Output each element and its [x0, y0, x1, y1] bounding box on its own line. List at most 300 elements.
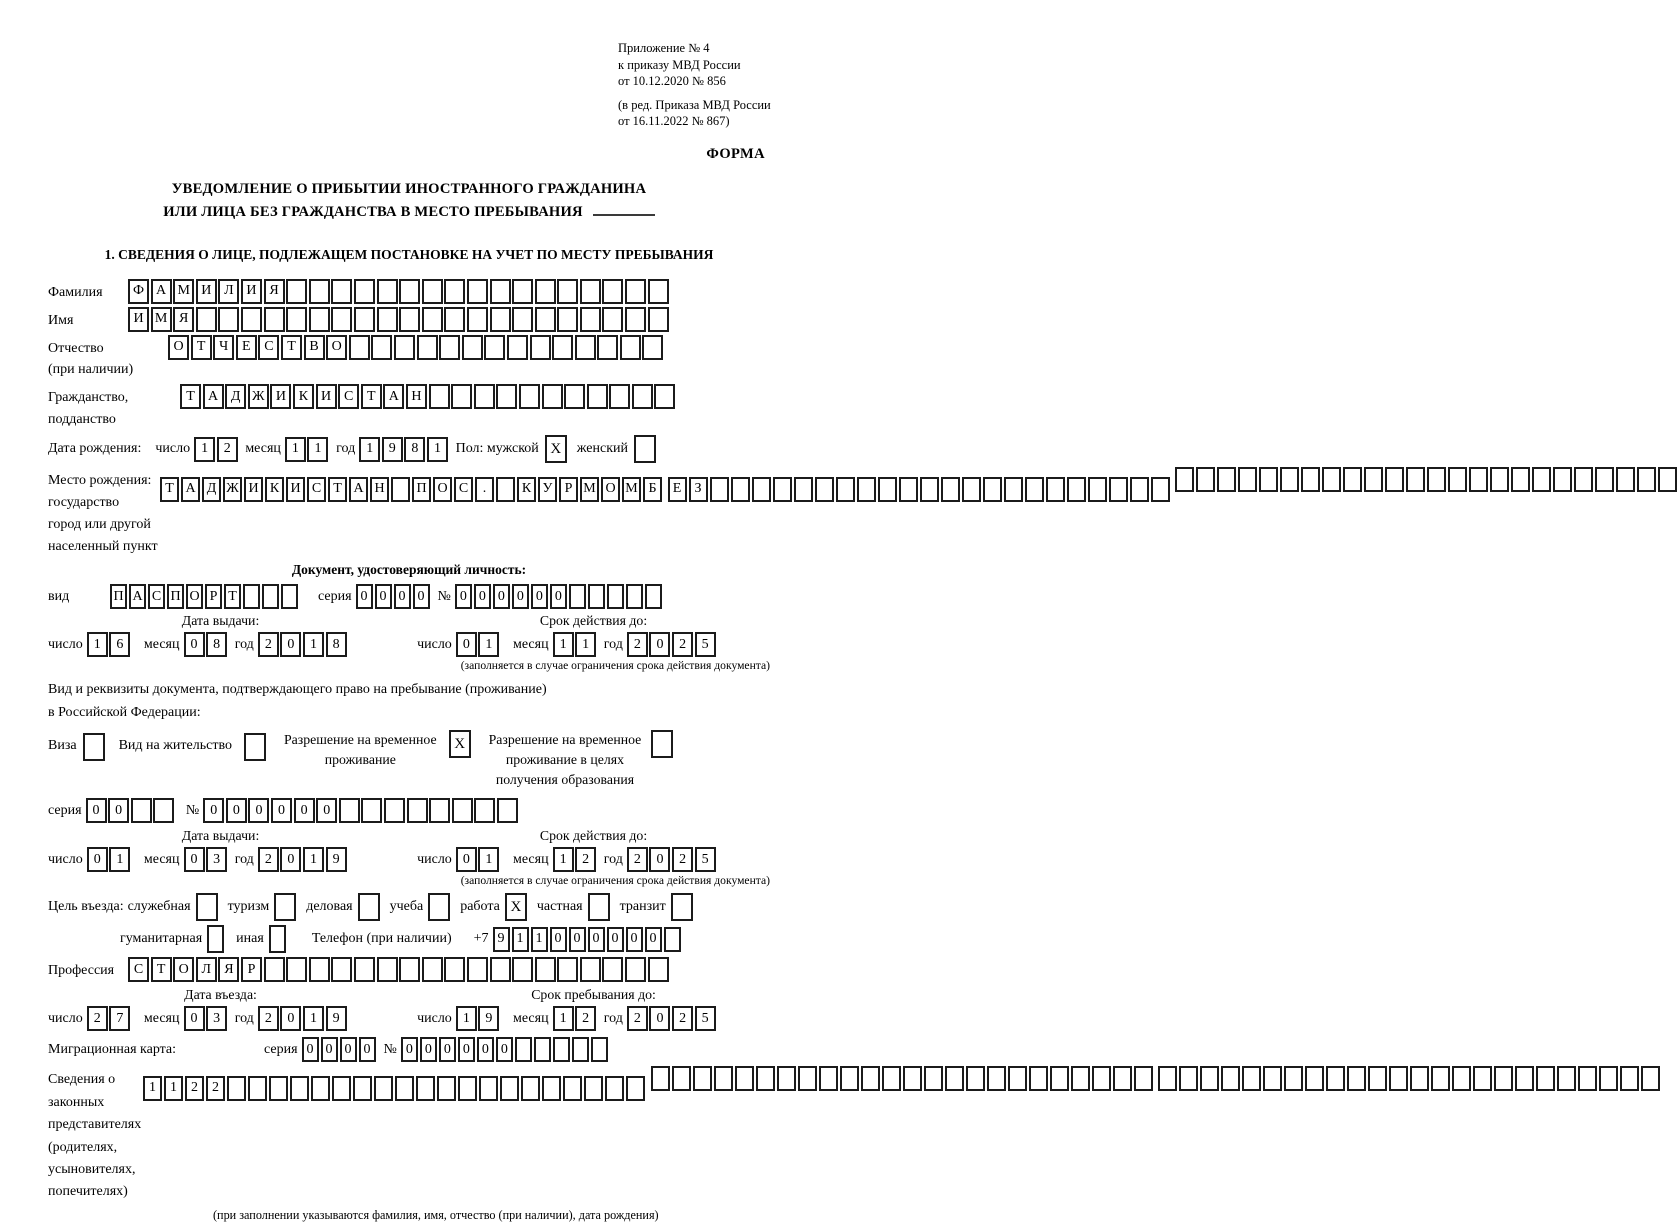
char-box[interactable] [281, 584, 298, 609]
visa-checkbox[interactable] [83, 733, 105, 761]
char-box[interactable]: 0 [280, 1006, 301, 1031]
char-box[interactable] [241, 307, 262, 332]
char-box[interactable] [286, 279, 307, 304]
char-box[interactable]: С [307, 477, 326, 502]
char-box[interactable] [535, 279, 556, 304]
char-box[interactable] [1385, 467, 1404, 492]
char-box[interactable] [1473, 1066, 1492, 1091]
char-box[interactable]: 2 [258, 847, 279, 872]
char-box[interactable] [422, 279, 443, 304]
char-box[interactable]: 8 [206, 632, 227, 657]
char-box[interactable] [1364, 467, 1383, 492]
char-box[interactable] [798, 1066, 817, 1091]
char-box[interactable]: И [270, 384, 291, 409]
char-box[interactable] [651, 1066, 670, 1091]
char-box[interactable] [882, 1066, 901, 1091]
char-box[interactable]: 1 [194, 437, 215, 462]
char-box[interactable]: Ж [223, 477, 242, 502]
char-box[interactable] [361, 798, 382, 823]
char-box[interactable]: 2 [185, 1076, 204, 1101]
char-box[interactable] [1532, 467, 1551, 492]
char-box[interactable] [512, 279, 533, 304]
char-box[interactable] [557, 957, 578, 982]
char-box[interactable] [1025, 477, 1044, 502]
char-box[interactable]: Е [236, 335, 257, 360]
purpose-work-checkbox[interactable]: X [505, 893, 527, 921]
char-box[interactable]: 1 [87, 632, 108, 657]
char-box[interactable] [602, 279, 623, 304]
char-box[interactable] [462, 335, 483, 360]
char-box[interactable] [1427, 467, 1446, 492]
char-box[interactable] [467, 957, 488, 982]
char-box[interactable] [1280, 467, 1299, 492]
char-box[interactable] [399, 307, 420, 332]
char-box[interactable]: М [173, 279, 194, 304]
char-box[interactable]: О [601, 477, 620, 502]
char-box[interactable] [941, 477, 960, 502]
char-box[interactable] [587, 384, 608, 409]
char-box[interactable] [983, 477, 1002, 502]
char-box[interactable]: 1 [359, 437, 380, 462]
char-box[interactable]: Я [173, 307, 194, 332]
char-box[interactable]: 2 [575, 1006, 596, 1031]
char-box[interactable] [1641, 1066, 1660, 1091]
char-box[interactable] [458, 1076, 477, 1101]
char-box[interactable] [1326, 1066, 1345, 1091]
char-box[interactable]: 0 [512, 584, 529, 609]
char-box[interactable] [1238, 467, 1257, 492]
char-box[interactable] [1109, 477, 1128, 502]
char-box[interactable]: С [454, 477, 473, 502]
char-box[interactable]: 0 [316, 798, 337, 823]
char-box[interactable]: Т [191, 335, 212, 360]
char-box[interactable] [521, 1076, 540, 1101]
char-box[interactable] [196, 307, 217, 332]
char-box[interactable] [605, 1076, 624, 1101]
char-box[interactable]: 0 [456, 847, 477, 872]
char-box[interactable] [153, 798, 174, 823]
char-box[interactable] [1431, 1066, 1450, 1091]
char-box[interactable] [1196, 467, 1215, 492]
char-box[interactable] [645, 584, 662, 609]
char-box[interactable]: Я [218, 957, 239, 982]
char-box[interactable] [444, 957, 465, 982]
char-box[interactable]: П [412, 477, 431, 502]
char-box[interactable]: . [475, 477, 494, 502]
char-box[interactable] [1263, 1066, 1282, 1091]
char-box[interactable]: 0 [477, 1037, 494, 1062]
char-box[interactable] [1553, 467, 1572, 492]
char-box[interactable] [1490, 467, 1509, 492]
char-box[interactable] [580, 957, 601, 982]
char-box[interactable]: 1 [143, 1076, 162, 1101]
char-box[interactable]: 1 [285, 437, 306, 462]
char-box[interactable]: 0 [456, 632, 477, 657]
char-box[interactable] [1494, 1066, 1513, 1091]
char-box[interactable]: 2 [258, 1006, 279, 1031]
char-box[interactable] [444, 307, 465, 332]
char-box[interactable] [1217, 467, 1236, 492]
char-box[interactable] [444, 279, 465, 304]
char-box[interactable] [1578, 1066, 1597, 1091]
char-box[interactable]: 0 [394, 584, 411, 609]
char-box[interactable]: 1 [553, 632, 574, 657]
char-box[interactable] [580, 279, 601, 304]
purpose-study-checkbox[interactable] [428, 893, 450, 921]
char-box[interactable] [439, 335, 460, 360]
char-box[interactable] [395, 1076, 414, 1101]
char-box[interactable]: 0 [321, 1037, 338, 1062]
char-box[interactable]: 2 [627, 1006, 648, 1031]
char-box[interactable]: 0 [271, 798, 292, 823]
char-box[interactable] [1284, 1066, 1303, 1091]
char-box[interactable]: 0 [248, 798, 269, 823]
char-box[interactable] [1130, 477, 1149, 502]
char-box[interactable]: 0 [550, 584, 567, 609]
char-box[interactable] [1088, 477, 1107, 502]
char-box[interactable] [377, 307, 398, 332]
char-box[interactable]: 1 [512, 927, 529, 952]
char-box[interactable] [857, 477, 876, 502]
purpose-business-checkbox[interactable] [358, 893, 380, 921]
char-box[interactable]: 3 [206, 847, 227, 872]
char-box[interactable] [218, 307, 239, 332]
char-box[interactable] [756, 1066, 775, 1091]
char-box[interactable]: А [151, 279, 172, 304]
purpose-transit-checkbox[interactable] [671, 893, 693, 921]
char-box[interactable]: Н [370, 477, 389, 502]
char-box[interactable] [422, 957, 443, 982]
char-box[interactable]: 9 [493, 927, 510, 952]
char-box[interactable]: С [148, 584, 165, 609]
char-box[interactable] [374, 1076, 393, 1101]
char-box[interactable] [507, 335, 528, 360]
char-box[interactable] [966, 1066, 985, 1091]
char-box[interactable] [903, 1066, 922, 1091]
char-box[interactable]: 2 [627, 632, 648, 657]
char-box[interactable] [407, 798, 428, 823]
char-box[interactable]: 0 [649, 1006, 670, 1031]
char-box[interactable] [819, 1066, 838, 1091]
char-box[interactable] [664, 927, 681, 952]
char-box[interactable]: 2 [672, 847, 693, 872]
purpose-official-checkbox[interactable] [196, 893, 218, 921]
char-box[interactable] [1595, 467, 1614, 492]
char-box[interactable]: 2 [206, 1076, 225, 1101]
char-box[interactable]: Т [180, 384, 201, 409]
char-box[interactable]: А [181, 477, 200, 502]
char-box[interactable] [371, 335, 392, 360]
char-box[interactable] [648, 307, 669, 332]
char-box[interactable] [542, 1076, 561, 1101]
char-box[interactable] [309, 957, 330, 982]
char-box[interactable]: Т [328, 477, 347, 502]
char-box[interactable] [1029, 1066, 1048, 1091]
char-box[interactable]: Т [224, 584, 241, 609]
char-box[interactable] [1347, 1066, 1366, 1091]
char-box[interactable] [1008, 1066, 1027, 1091]
char-box[interactable]: 0 [340, 1037, 357, 1062]
char-box[interactable]: 5 [695, 847, 716, 872]
char-box[interactable]: И [316, 384, 337, 409]
char-box[interactable]: 9 [382, 437, 403, 462]
char-box[interactable] [620, 335, 641, 360]
char-box[interactable] [349, 335, 370, 360]
char-box[interactable] [512, 307, 533, 332]
char-box[interactable]: 0 [108, 798, 129, 823]
char-box[interactable] [467, 279, 488, 304]
char-box[interactable] [1158, 1066, 1177, 1091]
char-box[interactable]: 6 [109, 632, 130, 657]
char-box[interactable]: 9 [326, 1006, 347, 1031]
char-box[interactable] [642, 335, 663, 360]
char-box[interactable] [1151, 477, 1170, 502]
char-box[interactable]: 9 [326, 847, 347, 872]
char-box[interactable]: Е [668, 477, 687, 502]
char-box[interactable] [899, 477, 918, 502]
char-box[interactable]: П [110, 584, 127, 609]
char-box[interactable] [490, 957, 511, 982]
char-box[interactable] [836, 477, 855, 502]
char-box[interactable] [354, 957, 375, 982]
char-box[interactable]: 0 [294, 798, 315, 823]
char-box[interactable] [752, 477, 771, 502]
char-box[interactable] [1259, 467, 1278, 492]
char-box[interactable]: 0 [626, 927, 643, 952]
char-box[interactable]: Ж [248, 384, 269, 409]
char-box[interactable] [1410, 1066, 1429, 1091]
char-box[interactable]: 0 [86, 798, 107, 823]
char-box[interactable] [648, 957, 669, 982]
char-box[interactable] [1067, 477, 1086, 502]
char-box[interactable] [474, 384, 495, 409]
char-box[interactable] [467, 307, 488, 332]
char-box[interactable]: 0 [87, 847, 108, 872]
char-box[interactable]: И [128, 307, 149, 332]
char-box[interactable] [1179, 1066, 1198, 1091]
char-box[interactable]: 1 [478, 632, 499, 657]
char-box[interactable]: И [286, 477, 305, 502]
char-box[interactable]: З [689, 477, 708, 502]
char-box[interactable] [773, 477, 792, 502]
char-box[interactable] [1322, 467, 1341, 492]
char-box[interactable]: 0 [184, 847, 205, 872]
char-box[interactable] [1175, 467, 1194, 492]
char-box[interactable]: 0 [439, 1037, 456, 1062]
char-box[interactable] [962, 477, 981, 502]
char-box[interactable] [377, 957, 398, 982]
char-box[interactable]: 0 [493, 584, 510, 609]
char-box[interactable] [309, 279, 330, 304]
char-box[interactable] [331, 279, 352, 304]
char-box[interactable] [519, 384, 540, 409]
char-box[interactable]: 0 [302, 1037, 319, 1062]
char-box[interactable] [1368, 1066, 1387, 1091]
char-box[interactable]: А [203, 384, 224, 409]
char-box[interactable]: С [338, 384, 359, 409]
char-box[interactable] [542, 384, 563, 409]
char-box[interactable] [496, 477, 515, 502]
char-box[interactable]: А [383, 384, 404, 409]
char-box[interactable]: 9 [478, 1006, 499, 1031]
char-box[interactable] [602, 957, 623, 982]
char-box[interactable]: 0 [184, 632, 205, 657]
char-box[interactable] [264, 307, 285, 332]
char-box[interactable]: Т [151, 957, 172, 982]
char-box[interactable] [1658, 467, 1677, 492]
char-box[interactable] [861, 1066, 880, 1091]
char-box[interactable] [1242, 1066, 1261, 1091]
char-box[interactable]: Б [643, 477, 662, 502]
char-box[interactable]: 0 [458, 1037, 475, 1062]
char-box[interactable]: 0 [280, 847, 301, 872]
char-box[interactable]: 1 [164, 1076, 183, 1101]
char-box[interactable] [625, 957, 646, 982]
char-box[interactable] [311, 1076, 330, 1101]
char-box[interactable]: И [244, 477, 263, 502]
char-box[interactable] [1134, 1066, 1153, 1091]
char-box[interactable] [597, 335, 618, 360]
char-box[interactable]: 1 [575, 632, 596, 657]
char-box[interactable] [530, 335, 551, 360]
char-box[interactable] [575, 335, 596, 360]
char-box[interactable]: Т [281, 335, 302, 360]
char-box[interactable]: И [241, 279, 262, 304]
char-box[interactable]: О [186, 584, 203, 609]
char-box[interactable] [353, 1076, 372, 1101]
char-box[interactable] [479, 1076, 498, 1101]
char-box[interactable] [553, 1037, 570, 1062]
char-box[interactable] [269, 1076, 288, 1101]
residence-permit-checkbox[interactable] [244, 733, 266, 761]
char-box[interactable]: 1 [427, 437, 448, 462]
char-box[interactable] [572, 1037, 589, 1062]
char-box[interactable] [1452, 1066, 1471, 1091]
char-box[interactable] [422, 307, 443, 332]
char-box[interactable] [331, 307, 352, 332]
char-box[interactable] [500, 1076, 519, 1101]
char-box[interactable] [1637, 467, 1656, 492]
char-box[interactable] [354, 307, 375, 332]
sex-female-checkbox[interactable] [634, 435, 656, 463]
char-box[interactable] [626, 584, 643, 609]
char-box[interactable] [607, 584, 624, 609]
char-box[interactable] [1221, 1066, 1240, 1091]
char-box[interactable]: 1 [303, 847, 324, 872]
char-box[interactable] [584, 1076, 603, 1101]
char-box[interactable] [437, 1076, 456, 1101]
char-box[interactable] [1448, 467, 1467, 492]
char-box[interactable]: 8 [404, 437, 425, 462]
char-box[interactable]: 8 [326, 632, 347, 657]
char-box[interactable] [243, 584, 260, 609]
char-box[interactable] [262, 584, 279, 609]
char-box[interactable] [394, 335, 415, 360]
char-box[interactable] [490, 279, 511, 304]
char-box[interactable]: 5 [695, 632, 716, 657]
char-box[interactable] [1343, 467, 1362, 492]
char-box[interactable] [391, 477, 410, 502]
char-box[interactable] [1305, 1066, 1324, 1091]
char-box[interactable] [377, 279, 398, 304]
char-box[interactable] [1071, 1066, 1090, 1091]
char-box[interactable]: В [304, 335, 325, 360]
char-box[interactable] [474, 798, 495, 823]
char-box[interactable]: 1 [478, 847, 499, 872]
char-box[interactable] [384, 798, 405, 823]
char-box[interactable]: 0 [496, 1037, 513, 1062]
char-box[interactable] [399, 957, 420, 982]
char-box[interactable] [588, 584, 605, 609]
char-box[interactable] [945, 1066, 964, 1091]
char-box[interactable]: 2 [575, 847, 596, 872]
char-box[interactable] [1046, 477, 1065, 502]
char-box[interactable] [452, 798, 473, 823]
char-box[interactable]: К [517, 477, 536, 502]
sex-male-checkbox[interactable]: X [545, 435, 567, 463]
char-box[interactable] [429, 798, 450, 823]
char-box[interactable] [339, 798, 360, 823]
char-box[interactable]: Р [205, 584, 222, 609]
char-box[interactable] [626, 1076, 645, 1101]
char-box[interactable]: 2 [217, 437, 238, 462]
char-box[interactable] [552, 335, 573, 360]
char-box[interactable] [1557, 1066, 1576, 1091]
edu-permit-checkbox[interactable] [651, 730, 673, 758]
char-box[interactable] [924, 1066, 943, 1091]
char-box[interactable] [563, 1076, 582, 1101]
char-box[interactable]: 2 [87, 1006, 108, 1031]
char-box[interactable]: 3 [206, 1006, 227, 1031]
char-box[interactable]: 0 [375, 584, 392, 609]
char-box[interactable]: Л [218, 279, 239, 304]
char-box[interactable]: 0 [531, 584, 548, 609]
char-box[interactable] [286, 957, 307, 982]
char-box[interactable] [735, 1066, 754, 1091]
purpose-private-checkbox[interactable] [588, 893, 610, 921]
char-box[interactable]: 1 [303, 632, 324, 657]
char-box[interactable] [290, 1076, 309, 1101]
char-box[interactable] [602, 307, 623, 332]
char-box[interactable]: 0 [455, 584, 472, 609]
char-box[interactable]: Я [264, 279, 285, 304]
char-box[interactable]: Т [160, 477, 179, 502]
char-box[interactable]: А [349, 477, 368, 502]
char-box[interactable]: К [293, 384, 314, 409]
char-box[interactable]: 0 [226, 798, 247, 823]
char-box[interactable] [632, 384, 653, 409]
char-box[interactable] [535, 307, 556, 332]
char-box[interactable]: 0 [359, 1037, 376, 1062]
char-box[interactable] [515, 1037, 532, 1062]
char-box[interactable]: Р [241, 957, 262, 982]
char-box[interactable] [591, 1037, 608, 1062]
temp-permit-checkbox[interactable]: X [449, 730, 471, 758]
char-box[interactable]: 1 [307, 437, 328, 462]
char-box[interactable] [1200, 1066, 1219, 1091]
char-box[interactable]: 0 [649, 847, 670, 872]
purpose-humanitarian-checkbox[interactable] [207, 925, 224, 953]
char-box[interactable]: К [265, 477, 284, 502]
char-box[interactable] [731, 477, 750, 502]
char-box[interactable] [625, 307, 646, 332]
char-box[interactable]: 5 [695, 1006, 716, 1031]
char-box[interactable]: 2 [672, 632, 693, 657]
char-box[interactable]: М [151, 307, 172, 332]
char-box[interactable] [557, 307, 578, 332]
char-box[interactable]: 0 [203, 798, 224, 823]
char-box[interactable]: О [168, 335, 189, 360]
